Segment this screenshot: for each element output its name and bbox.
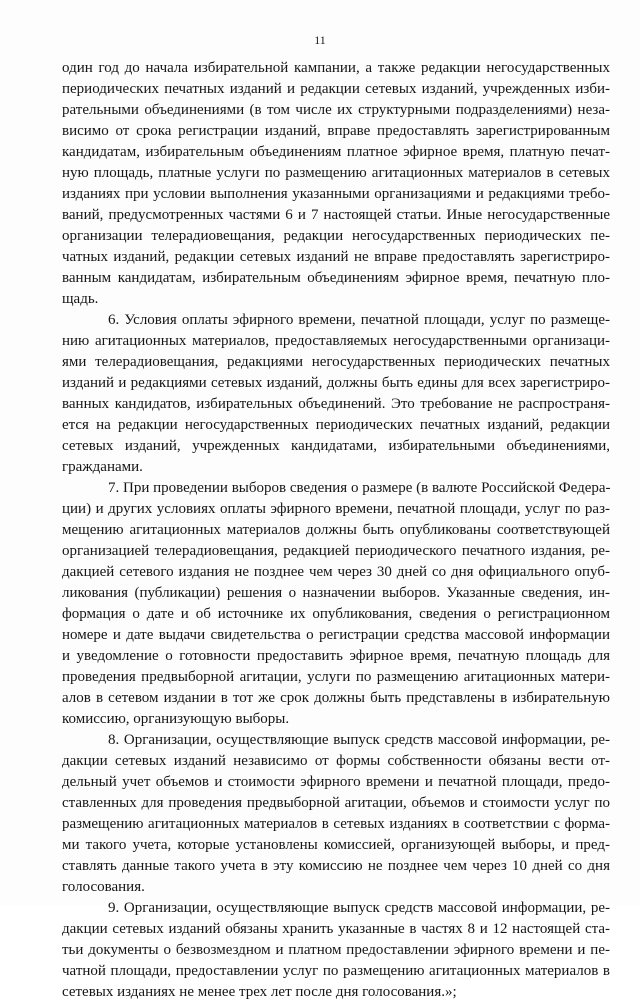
- paragraph-item-8: [62, 730, 610, 898]
- text-line: кандидатам, избирательным объединениям платное эфирное время, платную печат-: [62, 144, 610, 160]
- text-line: 9. Организации, осуществляющие выпуск средств массовой информации, ре-: [108, 900, 610, 916]
- text-line: тьи документы о безвозмездном и платном предоставлении эфирного времени и пе-: [62, 942, 610, 958]
- text-line: ванных кандидатов, избирательных объединений. Это требование не распространя-: [62, 396, 610, 412]
- text-line: ставленных для проведения предвыборной агитации, объемов и стоимости услуг по: [62, 795, 610, 811]
- text-line: организацией телерадиовещания, редакцией периодического печатного издания, ре-: [62, 543, 610, 559]
- text-line: дакции сетевых изданий независимо от формы собственности обязаны вести от-: [62, 753, 610, 769]
- text-line: ями телерадиовещания, редакциями негосударственных периодических печатных: [62, 354, 610, 370]
- text-line: чатных изданий, редакции сетевых изданий не вправе предоставлять зарегистриро-: [62, 249, 610, 265]
- text-line: ванным кандидатам, избирательным объединениям эфирное время, печатную пло-: [62, 270, 610, 286]
- text-line: изданиях при условии выполнения указанными организациями и редакциями требо-: [62, 186, 610, 202]
- paragraph-item-7: [62, 478, 610, 730]
- text-line: проведения предвыборной агитации, услуги по размещению агитационных матери-: [62, 669, 610, 685]
- text-line: ми такого учета, которые установлены комиссией, организующей выборы, и пред-: [62, 837, 610, 853]
- text-line: периодических печатных изданий и редакции сетевых изданий, учрежденных изби-: [62, 81, 610, 97]
- paragraph-item-9: [62, 898, 610, 1003]
- text-line: организации телерадиовещания, редакции негосударственных периодических пе-: [62, 228, 610, 244]
- text-line: висимо от срока регистрации изданий, вправе предоставлять зарегистрированным: [62, 123, 610, 139]
- text-line: ется на редакции негосударственных периодических печатных изданий, редакции: [62, 417, 610, 433]
- paragraph-item-6: [62, 310, 610, 478]
- text-line: формация о дате и об источнике их опубликования, сведения о регистрационном: [62, 606, 610, 622]
- text-line: дельный учет объемов и стоимости эфирного времени и печатной площади, предо-: [62, 774, 610, 790]
- text-line: ную площадь, платные услуги по размещению агитационных материалов в сетевых: [62, 165, 610, 181]
- text-line: гражданами.: [62, 459, 143, 475]
- text-line: ликования (публикации) решения о назначении выборов. Указанные сведения, ин-: [62, 585, 610, 601]
- document-body: [62, 58, 610, 1003]
- text-line: голосования.: [62, 879, 145, 895]
- text-line: ваний, предусмотренных частями 6 и 7 настоящей статьи. Иные негосударственные: [62, 207, 610, 223]
- text-line: размещению агитационных материалов в сетевых изданиях в соответствии с форма-: [62, 816, 610, 832]
- text-line: номере и дате выдачи свидетельства о регистрации средства массовой информации: [62, 627, 610, 643]
- text-line: щадь.: [62, 291, 99, 307]
- text-line: один год до начала избирательной кампании, а также редакции негосударственных: [62, 60, 610, 76]
- text-line: 7. При проведении выборов сведения о размере (в валюте Российской Федера-: [108, 480, 611, 496]
- text-line: изданий и редакциями сетевых изданий, должны быть едины для всех зарегистриро-: [62, 375, 610, 391]
- text-line: дакцией сетевого издания не позднее чем через 30 дней со дня официального опуб-: [62, 564, 610, 580]
- text-line: нию агитационных материалов, предоставляемых негосударственными организаци-: [62, 333, 610, 349]
- text-line: комиссию, организующую выборы.: [62, 711, 290, 727]
- text-line: сетевых изданиях не менее трех лет после дня голосования.»;: [62, 984, 457, 1000]
- text-line: дакции сетевых изданий обязаны хранить указанные в частях 8 и 12 настоящей ста-: [62, 921, 610, 937]
- text-line: 6. Условия оплаты эфирного времени, печатной площади, услуг по размеще-: [108, 312, 610, 328]
- text-line: ции) и других условиях оплаты эфирного времени, печатной площади, услуг по раз-: [62, 501, 610, 517]
- paragraph-continuation: [62, 58, 610, 310]
- text-line: и уведомление о готовности предоставить эфирное время, печатную площадь для: [62, 648, 610, 664]
- text-line: алов в сетевом издании в тот же срок должны быть представлены в избирательную: [62, 690, 610, 706]
- text-line: рательными объединениями (в том числе их структурными подразделениями) неза-: [62, 102, 610, 118]
- text-line: мещению агитационных материалов должны быть опубликованы соответствующей: [62, 522, 610, 538]
- text-line: ставлять данные такого учета в эту комиссию не позднее чем через 10 дней со дня: [62, 858, 610, 874]
- text-line: сетевых изданий, учрежденных кандидатами, избирательными объединениями,: [62, 438, 610, 454]
- text-line: чатной площади, предоставлении услуг по размещению агитационных материалов в: [62, 963, 610, 979]
- text-line: 8. Организации, осуществляющие выпуск средств массовой информации, ре-: [108, 732, 610, 748]
- page-number: 11: [314, 33, 326, 47]
